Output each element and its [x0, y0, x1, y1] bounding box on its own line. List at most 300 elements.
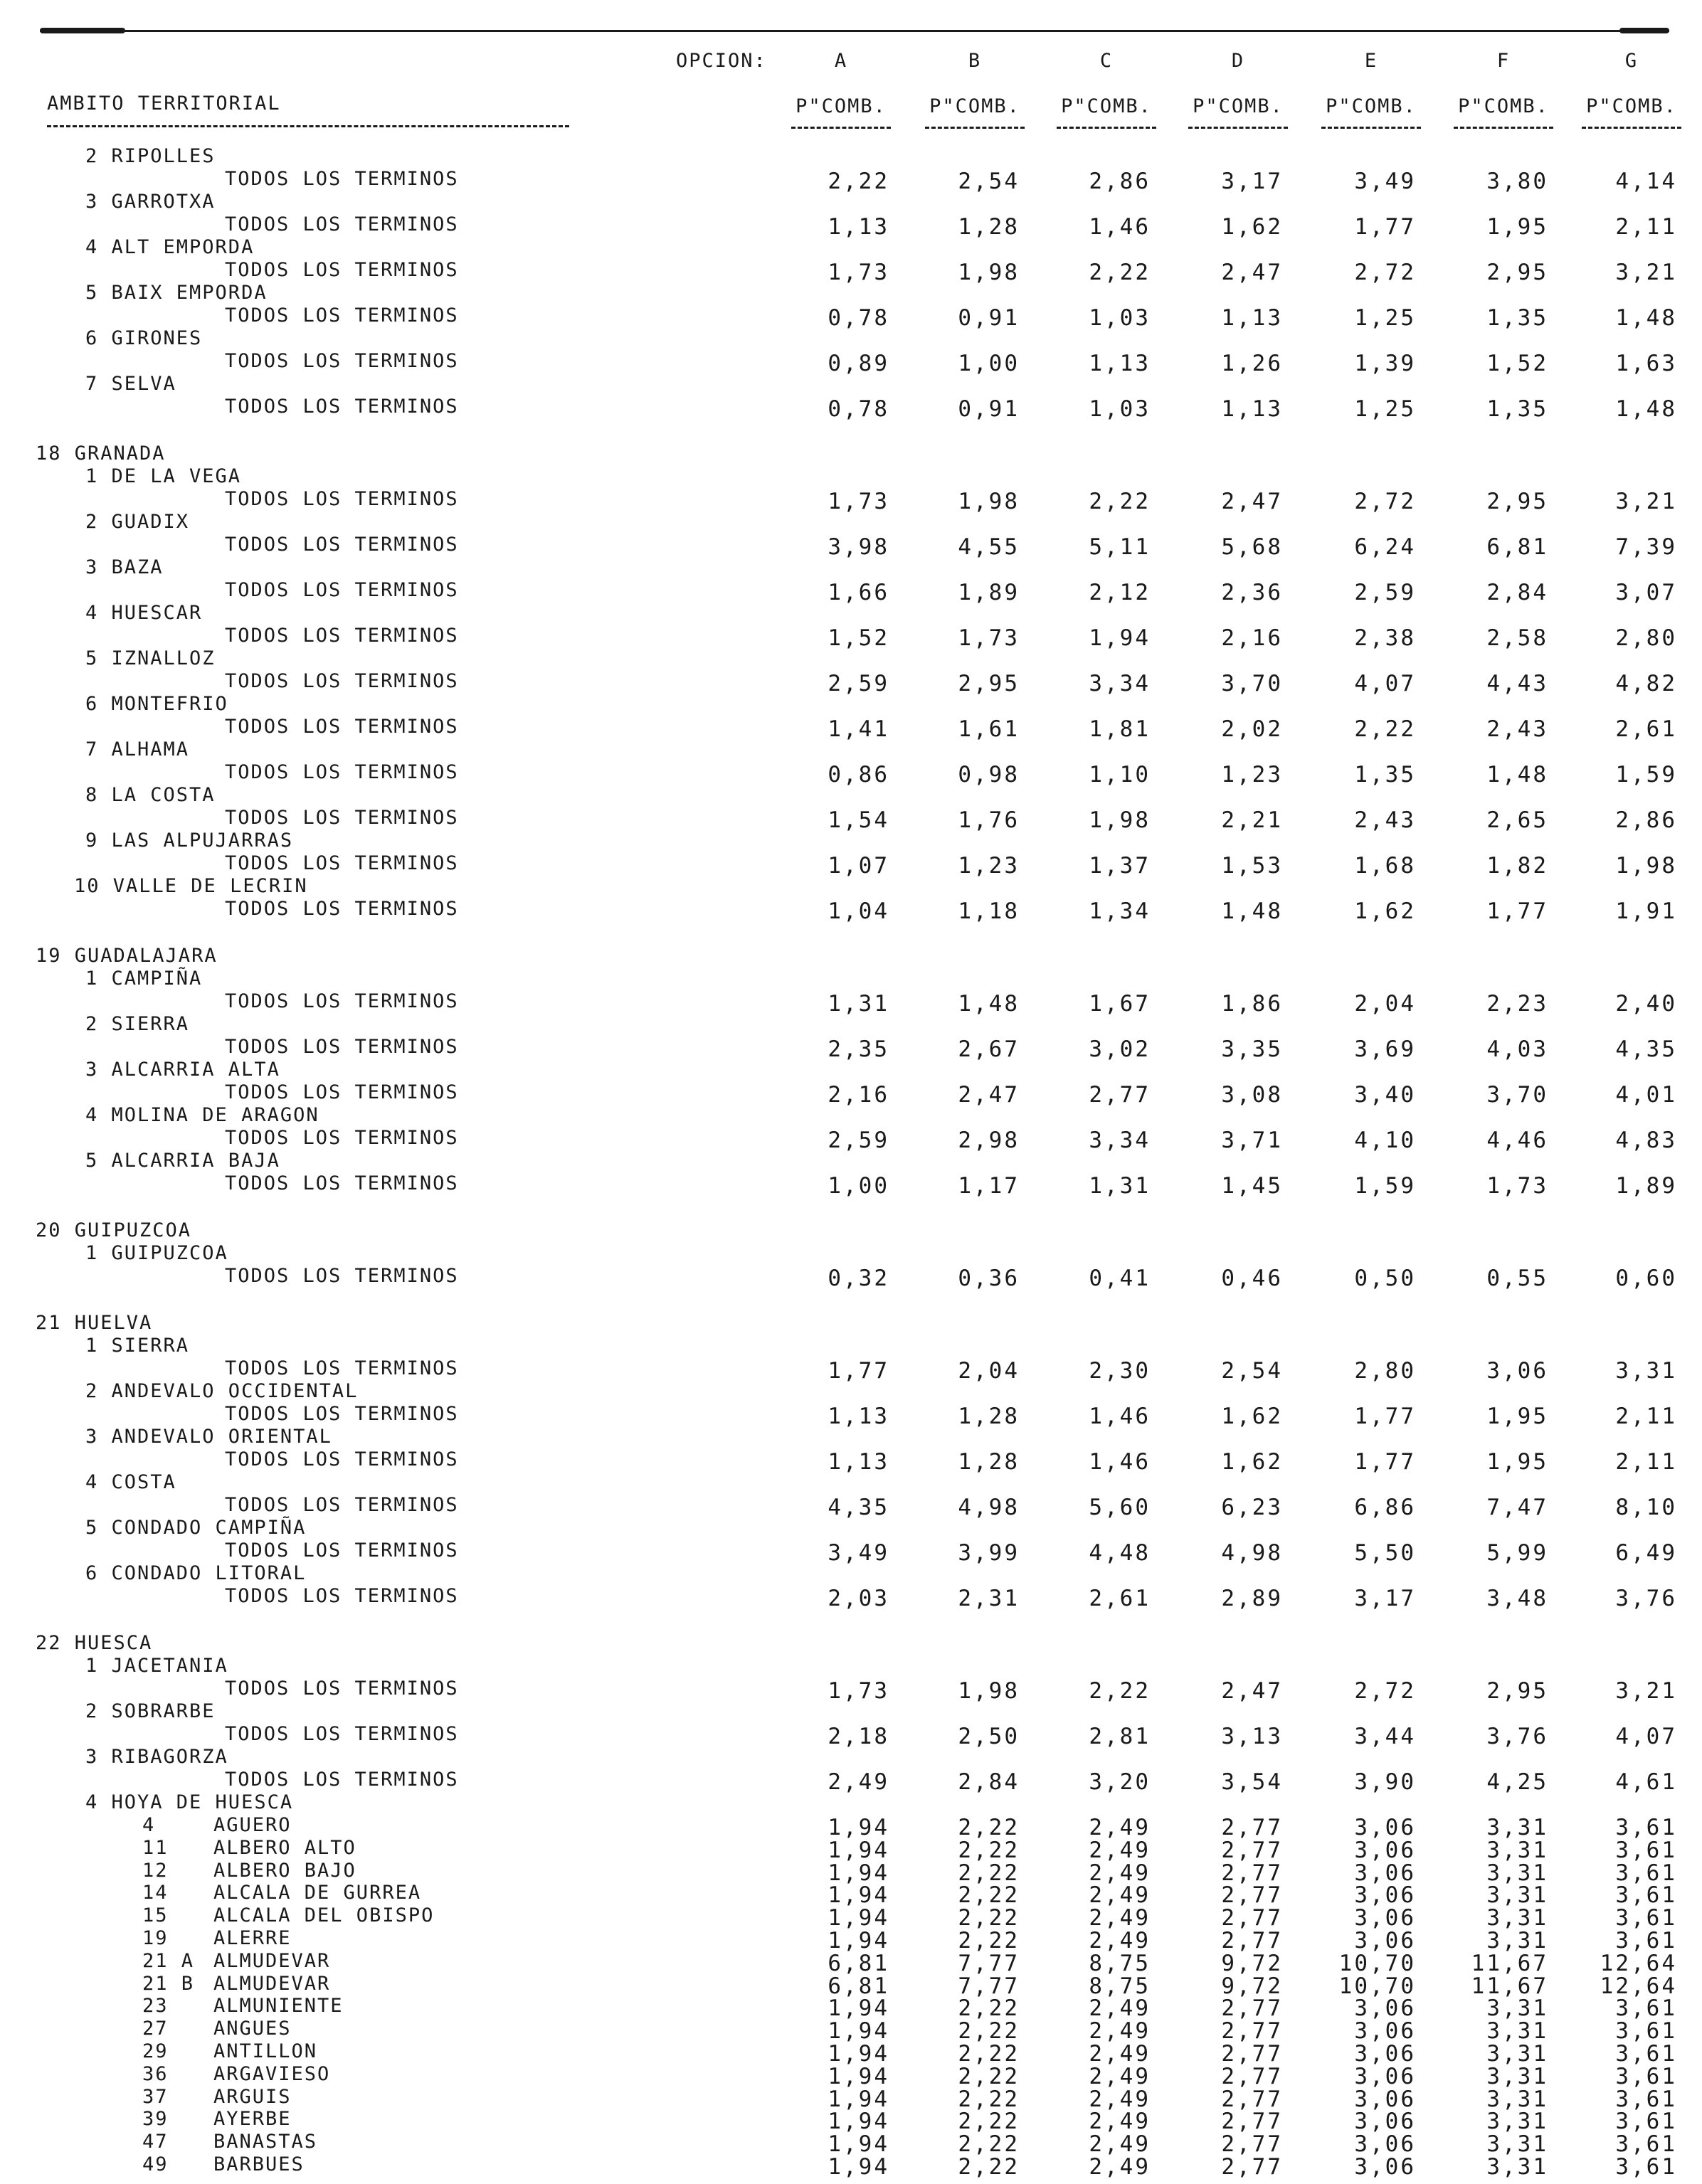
option-g-header: G	[1624, 50, 1639, 72]
value-g: 2,11	[1615, 1404, 1677, 1429]
value-g: 2,86	[1615, 807, 1677, 833]
value-g: 3,07	[1615, 580, 1677, 605]
value-a: 3,98	[828, 534, 889, 560]
terms-label: TODOS LOS TERMINOS	[225, 1403, 459, 1425]
value-c: 2,49	[1089, 2063, 1151, 2089]
comarca-heading: 2 RIPOLLES	[85, 145, 216, 167]
municipality-code: 37	[142, 2085, 169, 2108]
value-b: 4,98	[958, 1495, 1020, 1520]
value-c: 3,02	[1089, 1037, 1151, 1062]
value-f: 5,99	[1486, 1540, 1548, 1566]
value-a: 2,59	[828, 671, 889, 696]
value-c: 1,34	[1089, 898, 1151, 924]
value-f: 4,03	[1486, 1037, 1548, 1062]
value-b: 1,28	[958, 1404, 1020, 1429]
municipality-code: 36	[142, 2062, 169, 2085]
value-b: 2,04	[958, 1358, 1020, 1384]
value-g: 3,61	[1615, 2018, 1677, 2045]
value-c: 5,60	[1089, 1495, 1151, 1520]
municipality-name: ALBERO BAJO	[213, 1859, 356, 1882]
value-f: 3,31	[1486, 2109, 1548, 2135]
value-a: 6,81	[828, 1950, 889, 1976]
municipality-code: 12	[142, 1859, 169, 1882]
value-b: 2,22	[958, 1928, 1020, 1954]
value-d: 2,02	[1221, 716, 1283, 742]
value-f: 3,31	[1486, 1815, 1548, 1840]
value-f: 2,95	[1486, 489, 1548, 514]
value-a: 1,94	[828, 2109, 889, 2135]
value-g: 2,61	[1615, 716, 1677, 742]
value-d: 2,16	[1221, 625, 1283, 651]
value-f: 1,82	[1486, 853, 1548, 879]
value-d: 3,70	[1221, 671, 1283, 696]
value-b: 1,98	[958, 1678, 1020, 1704]
value-a: 1,94	[828, 1837, 889, 1863]
value-f: 3,31	[1486, 2063, 1548, 2089]
terms-label: TODOS LOS TERMINOS	[225, 304, 459, 327]
province-heading: 18 GRANADA	[36, 442, 166, 465]
value-f: 1,95	[1486, 214, 1548, 240]
value-e: 1,62	[1354, 898, 1416, 924]
value-e: 2,04	[1354, 991, 1416, 1017]
comarca-heading: 10 VALLE DE LECRIN	[74, 875, 308, 897]
value-b: 0,91	[958, 305, 1020, 331]
value-c: 2,22	[1089, 1678, 1151, 1704]
value-f: 4,25	[1486, 1769, 1548, 1795]
value-e: 3,90	[1354, 1769, 1416, 1795]
value-b: 1,00	[958, 351, 1020, 376]
value-f: 11,67	[1471, 1973, 1548, 1999]
comarca-heading: 3 BAZA	[85, 556, 164, 578]
value-e: 1,68	[1354, 853, 1416, 879]
value-f: 3,76	[1486, 1724, 1548, 1749]
value-c: 1,37	[1089, 853, 1151, 879]
value-a: 1,94	[828, 2086, 889, 2112]
value-c: 2,49	[1089, 1995, 1151, 2022]
value-c: 4,48	[1089, 1540, 1151, 1566]
value-e: 0,50	[1354, 1266, 1416, 1291]
value-f: 3,31	[1486, 2086, 1548, 2112]
value-a: 1,31	[828, 991, 889, 1017]
value-a: 1,77	[828, 1358, 889, 1384]
value-d: 2,77	[1221, 2018, 1283, 2045]
value-f: 3,31	[1486, 2131, 1548, 2158]
value-f: 2,23	[1486, 991, 1548, 1017]
value-a: 1,66	[828, 580, 889, 605]
option-d-subheader: P"COMB.	[1193, 95, 1284, 117]
value-g: 1,98	[1615, 853, 1677, 879]
terms-label: TODOS LOS TERMINOS	[225, 1357, 459, 1379]
value-e: 4,07	[1354, 671, 1416, 696]
value-f: 3,31	[1486, 1882, 1548, 1909]
value-e: 2,72	[1354, 260, 1416, 285]
value-f: 3,31	[1486, 2018, 1548, 2045]
terms-label: TODOS LOS TERMINOS	[225, 716, 459, 738]
value-f: 2,95	[1486, 260, 1548, 285]
value-c: 2,49	[1089, 1815, 1151, 1840]
value-g: 3,21	[1615, 1678, 1677, 1704]
comarca-heading: 5 IZNALLOZ	[85, 647, 216, 669]
value-e: 3,06	[1354, 2109, 1416, 2135]
value-e: 3,06	[1354, 2063, 1416, 2089]
value-c: 1,10	[1089, 762, 1151, 788]
value-a: 3,49	[828, 1540, 889, 1566]
value-a: 1,94	[828, 2018, 889, 2045]
value-b: 7,77	[958, 1973, 1020, 1999]
comarca-heading: 4 MOLINA DE ARAGON	[85, 1104, 319, 1126]
terms-label: TODOS LOS TERMINOS	[225, 1769, 459, 1791]
value-d: 1,13	[1221, 396, 1283, 422]
value-e: 3,17	[1354, 1586, 1416, 1611]
value-c: 1,94	[1089, 625, 1151, 651]
value-f: 1,35	[1486, 396, 1548, 422]
value-c: 2,49	[1089, 2018, 1151, 2045]
comarca-heading: 5 ALCARRIA BAJA	[85, 1150, 280, 1172]
terms-label: TODOS LOS TERMINOS	[225, 852, 459, 874]
option-c-subheader: P"COMB.	[1061, 95, 1152, 117]
comarca-heading: 6 CONDADO LITORAL	[85, 1562, 307, 1584]
terms-label: TODOS LOS TERMINOS	[225, 1539, 459, 1562]
municipality-code: 23	[142, 1995, 169, 2018]
terms-label: TODOS LOS TERMINOS	[225, 1127, 459, 1149]
value-f: 2,65	[1486, 807, 1548, 833]
value-g: 4,01	[1615, 1082, 1677, 1108]
value-b: 1,23	[958, 853, 1020, 879]
value-b: 2,22	[958, 2041, 1020, 2067]
terms-label: TODOS LOS TERMINOS	[225, 807, 459, 829]
value-a: 4,35	[828, 1495, 889, 1520]
terms-label: TODOS LOS TERMINOS	[225, 990, 459, 1012]
value-c: 1,81	[1089, 716, 1151, 742]
province-heading: 22 HUESCA	[36, 1632, 153, 1654]
value-a: 1,94	[828, 2131, 889, 2158]
value-f: 3,31	[1486, 2041, 1548, 2067]
value-a: 1,13	[828, 214, 889, 240]
option-a-subheader: P"COMB.	[796, 95, 887, 117]
value-d: 2,77	[1221, 2063, 1283, 2089]
value-g: 3,61	[1615, 1860, 1677, 1886]
value-e: 3,06	[1354, 1837, 1416, 1863]
comarca-heading: 2 GUADIX	[85, 511, 190, 533]
value-b: 2,22	[958, 1995, 1020, 2022]
value-f: 3,31	[1486, 1905, 1548, 1931]
scope-label: AMBITO TERRITORIAL	[47, 92, 281, 115]
value-d: 1,45	[1221, 1173, 1283, 1199]
municipality-name: ALCALA DE GURREA	[213, 1882, 422, 1904]
value-e: 3,06	[1354, 1905, 1416, 1931]
value-d: 2,77	[1221, 2109, 1283, 2135]
option-d-header: D	[1231, 50, 1245, 72]
municipality-name: ARGAVIESO	[213, 2062, 331, 2085]
value-g: 2,80	[1615, 625, 1677, 651]
value-d: 1,26	[1221, 351, 1283, 376]
value-b: 3,99	[958, 1540, 1020, 1566]
value-f: 3,06	[1486, 1358, 1548, 1384]
value-e: 3,40	[1354, 1082, 1416, 1108]
value-d: 1,62	[1221, 214, 1283, 240]
value-e: 3,06	[1354, 1860, 1416, 1886]
terms-label: TODOS LOS TERMINOS	[225, 1448, 459, 1470]
value-e: 6,86	[1354, 1495, 1416, 1520]
value-e: 10,70	[1338, 1950, 1416, 1976]
terms-label: TODOS LOS TERMINOS	[225, 1081, 459, 1103]
value-d: 2,77	[1221, 1860, 1283, 1886]
municipality-name: ALERRE	[213, 1927, 292, 1949]
scope-underline	[47, 125, 569, 127]
value-e: 5,50	[1354, 1540, 1416, 1566]
value-d: 2,47	[1221, 489, 1283, 514]
value-d: 1,62	[1221, 1404, 1283, 1429]
value-f: 1,48	[1486, 762, 1548, 788]
comarca-heading: 9 LAS ALPUJARRAS	[85, 829, 294, 852]
value-c: 2,77	[1089, 1082, 1151, 1108]
municipality-code: 27	[142, 2018, 169, 2040]
value-b: 2,22	[958, 1882, 1020, 1909]
comarca-heading: 3 ALCARRIA ALTA	[85, 1059, 280, 1081]
value-a: 1,94	[828, 1905, 889, 1931]
municipality-code: 47	[142, 2131, 169, 2153]
value-c: 3,34	[1089, 671, 1151, 696]
value-e: 3,06	[1354, 1928, 1416, 1954]
comarca-heading: 2 ANDEVALO OCCIDENTAL	[85, 1380, 359, 1402]
municipality-code: 19	[142, 1927, 169, 1949]
value-d: 1,86	[1221, 991, 1283, 1017]
municipality-name: ALCALA DEL OBISPO	[213, 1904, 435, 1927]
value-f: 3,31	[1486, 1860, 1548, 1886]
value-c: 2,30	[1089, 1358, 1151, 1384]
value-e: 1,39	[1354, 351, 1416, 376]
value-f: 7,47	[1486, 1495, 1548, 1520]
value-a: 1,94	[828, 2041, 889, 2067]
province-heading: 19 GUADALAJARA	[36, 945, 218, 967]
value-b: 1,76	[958, 807, 1020, 833]
comarca-heading: 8 LA COSTA	[85, 784, 216, 806]
value-g: 4,07	[1615, 1724, 1677, 1749]
value-f: 3,80	[1486, 169, 1548, 194]
value-c: 2,49	[1089, 2041, 1151, 2067]
value-e: 3,06	[1354, 2018, 1416, 2045]
value-d: 2,21	[1221, 807, 1283, 833]
value-f: 0,55	[1486, 1266, 1548, 1291]
value-b: 1,48	[958, 991, 1020, 1017]
value-b: 1,28	[958, 214, 1020, 240]
value-c: 2,22	[1089, 260, 1151, 285]
option-a-underline	[791, 127, 891, 129]
value-g: 3,61	[1615, 2109, 1677, 2135]
value-f: 6,81	[1486, 534, 1548, 560]
comarca-heading: 1 SIERRA	[85, 1335, 190, 1357]
value-d: 3,71	[1221, 1128, 1283, 1153]
value-e: 1,35	[1354, 762, 1416, 788]
value-d: 3,13	[1221, 1724, 1283, 1749]
value-d: 1,53	[1221, 853, 1283, 879]
value-f: 3,70	[1486, 1082, 1548, 1108]
value-c: 2,49	[1089, 1905, 1151, 1931]
value-e: 2,59	[1354, 580, 1416, 605]
comarca-heading: 4 HUESCAR	[85, 602, 203, 624]
value-g: 12,64	[1600, 1950, 1677, 1976]
value-e: 3,44	[1354, 1724, 1416, 1749]
value-d: 2,77	[1221, 1905, 1283, 1931]
value-d: 9,72	[1221, 1950, 1283, 1976]
value-g: 3,61	[1615, 1837, 1677, 1863]
value-c: 1,46	[1089, 1404, 1151, 1429]
value-a: 2,16	[828, 1082, 889, 1108]
value-e: 1,59	[1354, 1173, 1416, 1199]
value-b: 2,22	[958, 1837, 1020, 1863]
comarca-heading: 1 GUIPUZCOA	[85, 1242, 228, 1264]
municipality-name: ALBERO ALTO	[213, 1836, 356, 1859]
value-g: 3,21	[1615, 489, 1677, 514]
value-d: 2,77	[1221, 2154, 1283, 2180]
value-c: 1,46	[1089, 1449, 1151, 1475]
value-d: 6,23	[1221, 1495, 1283, 1520]
comarca-heading: 4 COSTA	[85, 1471, 176, 1493]
value-c: 2,49	[1089, 2109, 1151, 2135]
comarca-heading: 7 ALHAMA	[85, 738, 190, 760]
value-g: 3,21	[1615, 260, 1677, 285]
value-f: 2,58	[1486, 625, 1548, 651]
value-c: 2,49	[1089, 1860, 1151, 1886]
value-d: 2,89	[1221, 1586, 1283, 1611]
value-a: 1,94	[828, 1860, 889, 1886]
value-g: 8,10	[1615, 1495, 1677, 1520]
value-c: 2,22	[1089, 489, 1151, 514]
terms-label: TODOS LOS TERMINOS	[225, 625, 459, 647]
value-g: 6,49	[1615, 1540, 1677, 1566]
value-a: 1,94	[828, 2063, 889, 2089]
province-heading: 21 HUELVA	[36, 1312, 153, 1334]
value-a: 0,78	[828, 305, 889, 331]
value-d: 3,35	[1221, 1037, 1283, 1062]
value-g: 3,61	[1615, 2131, 1677, 2158]
municipality-code: 29	[142, 2040, 169, 2062]
value-g: 3,61	[1615, 2086, 1677, 2112]
comarca-heading: 2 SOBRARBE	[85, 1700, 216, 1722]
value-b: 2,22	[958, 2131, 1020, 2158]
value-b: 1,73	[958, 625, 1020, 651]
terms-label: TODOS LOS TERMINOS	[225, 898, 459, 920]
option-b-subheader: P"COMB.	[929, 95, 1020, 117]
municipality-name: ALMUDEVAR	[213, 1972, 331, 1995]
municipality-name: ALMUDEVAR	[213, 1949, 331, 1972]
option-e-header: E	[1364, 50, 1378, 72]
municipality-name: ANGUES	[213, 2018, 292, 2040]
comarca-heading: 5 CONDADO CAMPIÑA	[85, 1517, 307, 1539]
value-a: 1,04	[828, 898, 889, 924]
terms-label: TODOS LOS TERMINOS	[225, 1265, 459, 1287]
municipality-code: 39	[142, 2108, 169, 2131]
value-c: 2,49	[1089, 2154, 1151, 2180]
value-b: 2,84	[958, 1769, 1020, 1795]
value-f: 3,31	[1486, 1995, 1548, 2022]
municipality-name: BANASTAS	[213, 2131, 318, 2153]
value-f: 2,95	[1486, 1678, 1548, 1704]
value-c: 2,49	[1089, 2086, 1151, 2112]
value-b: 0,98	[958, 762, 1020, 788]
value-e: 3,06	[1354, 1882, 1416, 1909]
value-b: 1,18	[958, 898, 1020, 924]
value-g: 2,11	[1615, 214, 1677, 240]
value-d: 2,54	[1221, 1358, 1283, 1384]
value-g: 12,64	[1600, 1973, 1677, 1999]
value-e: 3,06	[1354, 2086, 1416, 2112]
value-g: 3,61	[1615, 1928, 1677, 1954]
value-a: 0,86	[828, 762, 889, 788]
comarca-heading: 4 ALT EMPORDA	[85, 236, 255, 258]
value-c: 3,20	[1089, 1769, 1151, 1795]
value-f: 3,31	[1486, 1928, 1548, 1954]
value-d: 1,13	[1221, 305, 1283, 331]
value-c: 2,12	[1089, 580, 1151, 605]
value-g: 2,40	[1615, 991, 1677, 1017]
value-g: 4,82	[1615, 671, 1677, 696]
value-a: 1,73	[828, 260, 889, 285]
value-c: 8,75	[1089, 1973, 1151, 1999]
value-f: 3,48	[1486, 1586, 1548, 1611]
value-e: 3,06	[1354, 2041, 1416, 2067]
value-a: 0,78	[828, 396, 889, 422]
value-g: 4,35	[1615, 1037, 1677, 1062]
value-d: 4,98	[1221, 1540, 1283, 1566]
value-g: 3,31	[1615, 1358, 1677, 1384]
value-d: 2,77	[1221, 2131, 1283, 2158]
option-e-subheader: P"COMB.	[1326, 95, 1417, 117]
municipality-code: 11	[142, 1836, 169, 1859]
value-c: 8,75	[1089, 1950, 1151, 1976]
value-e: 1,77	[1354, 214, 1416, 240]
option-f-subheader: P"COMB.	[1458, 95, 1549, 117]
value-f: 2,84	[1486, 580, 1548, 605]
value-c: 2,61	[1089, 1586, 1151, 1611]
value-e: 4,10	[1354, 1128, 1416, 1153]
value-g: 3,61	[1615, 1995, 1677, 2022]
value-a: 1,07	[828, 853, 889, 879]
value-a: 1,13	[828, 1449, 889, 1475]
value-b: 2,22	[958, 1905, 1020, 1931]
value-b: 2,22	[958, 1860, 1020, 1886]
value-b: 2,50	[958, 1724, 1020, 1749]
option-b-underline	[925, 127, 1025, 129]
value-d: 3,17	[1221, 169, 1283, 194]
value-c: 2,49	[1089, 2131, 1151, 2158]
value-a: 1,13	[828, 1404, 889, 1429]
value-c: 1,31	[1089, 1173, 1151, 1199]
value-b: 2,95	[958, 671, 1020, 696]
value-d: 3,08	[1221, 1082, 1283, 1108]
value-g: 3,76	[1615, 1586, 1677, 1611]
value-b: 2,22	[958, 2018, 1020, 2045]
option-e-underline	[1321, 127, 1421, 129]
municipality-code: 14	[142, 1882, 169, 1904]
value-a: 2,35	[828, 1037, 889, 1062]
comarca-heading: 1 DE LA VEGA	[85, 465, 242, 487]
municipality-name: AGUERO	[213, 1814, 292, 1836]
value-f: 2,43	[1486, 716, 1548, 742]
municipality-name: AYERBE	[213, 2108, 292, 2131]
value-a: 1,94	[828, 2154, 889, 2180]
terms-label: TODOS LOS TERMINOS	[225, 761, 459, 783]
terms-label: TODOS LOS TERMINOS	[225, 579, 459, 601]
municipality-code: 21 A	[142, 1949, 195, 1972]
value-f: 1,35	[1486, 305, 1548, 331]
value-g: 2,11	[1615, 1449, 1677, 1475]
value-b: 1,28	[958, 1449, 1020, 1475]
value-b: 7,77	[958, 1950, 1020, 1976]
value-g: 4,83	[1615, 1128, 1677, 1153]
value-e: 1,77	[1354, 1449, 1416, 1475]
value-f: 4,43	[1486, 671, 1548, 696]
